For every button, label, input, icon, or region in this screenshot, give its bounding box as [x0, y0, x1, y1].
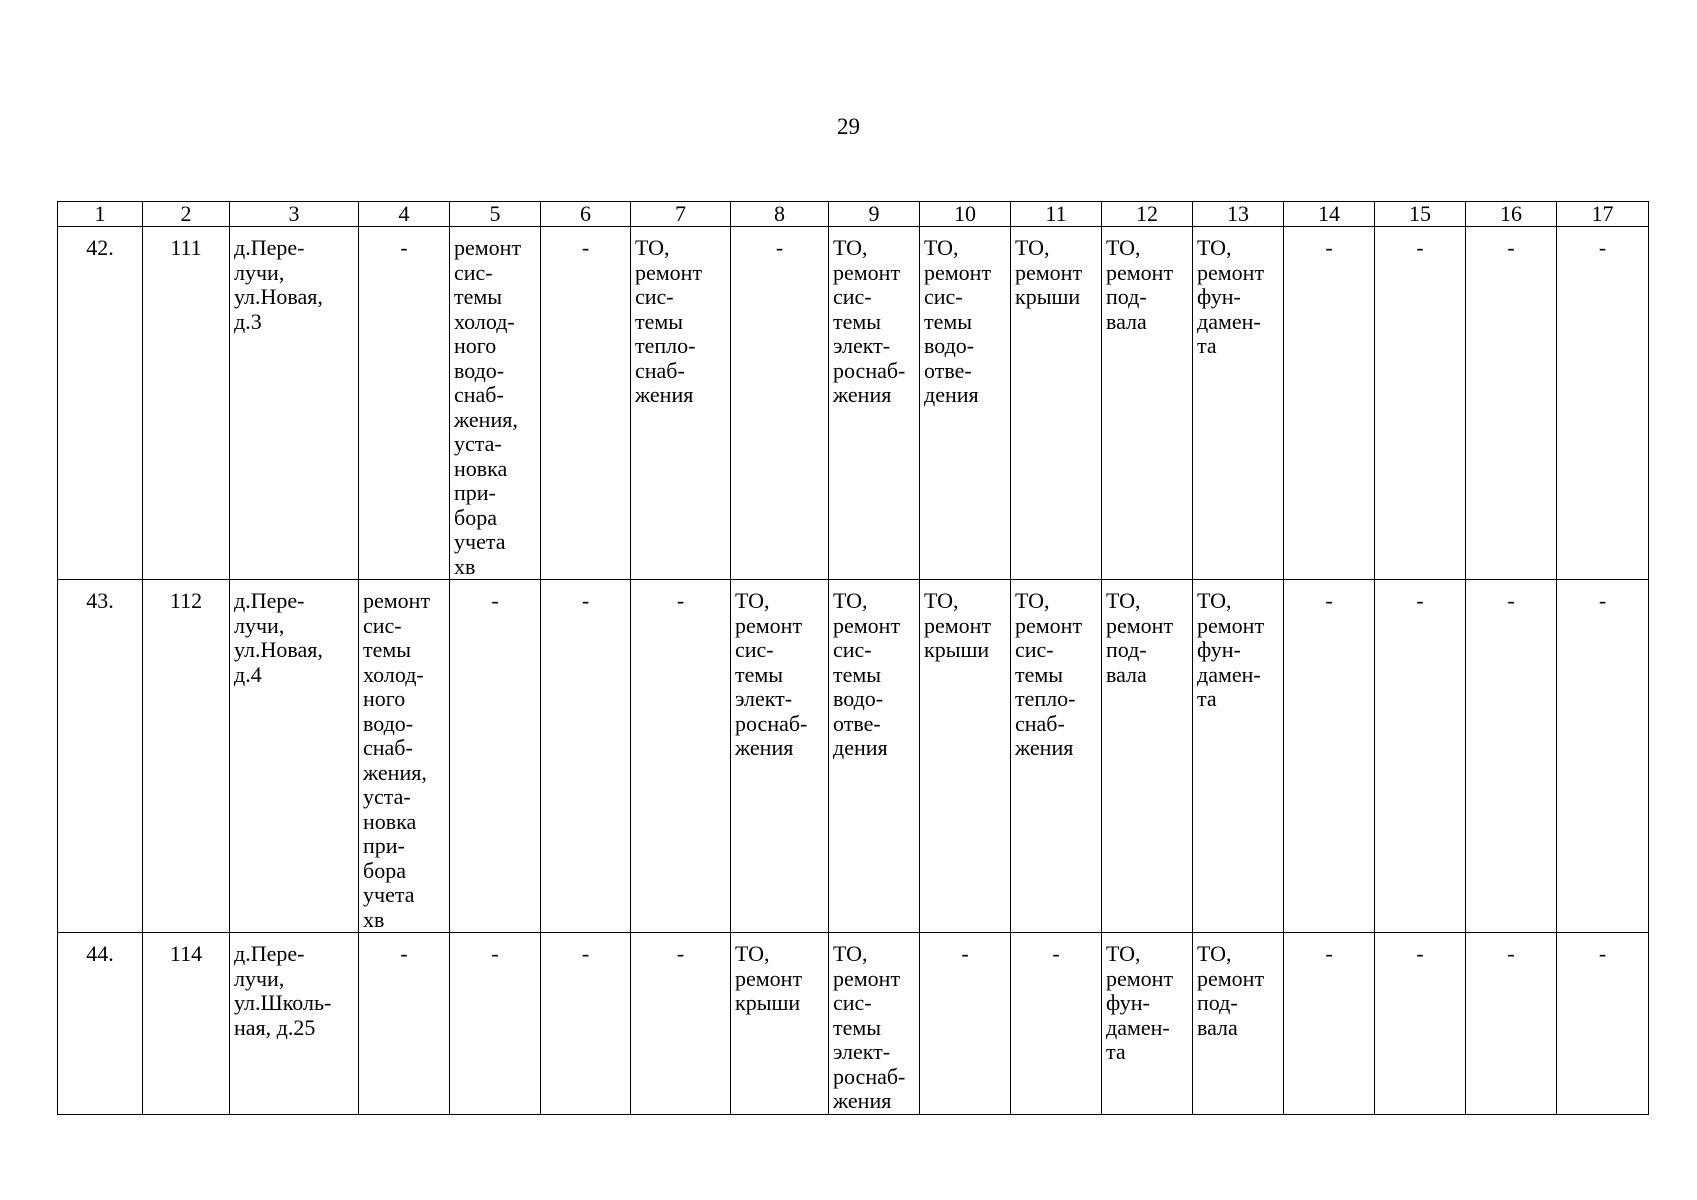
table-cell: ремонт сис- темы холод- ного водо- снаб- жения, уста- новка при- бора учета хв: [450, 227, 541, 580]
table-cell: ТО, ремонт крыши: [920, 580, 1011, 933]
column-number-17: 17: [1557, 202, 1649, 227]
table-cell: ТО, ремонт сис- темы элект- роснаб- жения: [829, 227, 920, 580]
column-number-12: 12: [1102, 202, 1193, 227]
table-cell: -: [631, 580, 731, 933]
table-cell: ТО, ремонт фун- дамен- та: [1193, 580, 1284, 933]
table-cell: -: [1375, 933, 1466, 1115]
column-number-11: 11: [1011, 202, 1102, 227]
table-body: [58, 202, 1649, 1115]
table-row: [58, 580, 1649, 933]
table-cell: д.Пере- лучи, ул.Новая, д.4: [230, 580, 359, 933]
table-cell: 112: [143, 580, 230, 933]
table-cell: -: [1284, 227, 1375, 580]
table-cell: -: [1557, 580, 1649, 933]
table-cell: -: [1557, 933, 1649, 1115]
column-number-14: 14: [1284, 202, 1375, 227]
table-cell: -: [359, 933, 450, 1115]
column-number-9: 9: [829, 202, 920, 227]
table-cell: ТО, ремонт под- вала: [1193, 933, 1284, 1115]
table-cell: -: [541, 933, 631, 1115]
column-number-4: 4: [359, 202, 450, 227]
table-cell: -: [450, 933, 541, 1115]
column-number-3: 3: [230, 202, 359, 227]
table-row: [58, 227, 1649, 580]
page-number: 29: [837, 114, 860, 139]
column-number-6: 6: [541, 202, 631, 227]
table-cell: ТО, ремонт сис- темы тепло- снаб- жения: [1011, 580, 1102, 933]
table-cell: -: [1011, 933, 1102, 1115]
table-cell: -: [1557, 227, 1649, 580]
table-cell: ТО, ремонт сис- темы элект- роснаб- жения: [829, 933, 920, 1115]
table-cell: ремонт сис- темы холод- ного водо- снаб- жения, уста- новка при- бора учета хв: [359, 580, 450, 933]
table-cell: ТО, ремонт сис- темы водо- отве- дения: [829, 580, 920, 933]
table-cell: д.Пере- лучи, ул.Школь- ная, д.25: [230, 933, 359, 1115]
table-cell: -: [1466, 933, 1557, 1115]
table-cell: -: [1466, 227, 1557, 580]
table-cell: ТО, ремонт сис- темы элект- роснаб- жения: [731, 580, 829, 933]
table-cell: ТО, ремонт фун- дамен- та: [1102, 933, 1193, 1115]
column-number-13: 13: [1193, 202, 1284, 227]
table-cell: ТО, ремонт крыши: [1011, 227, 1102, 580]
table-cell: -: [450, 580, 541, 933]
table-cell: ТО, ремонт фун- дамен- та: [1193, 227, 1284, 580]
table-cell: -: [1375, 227, 1466, 580]
table-cell: ТО, ремонт сис- темы тепло- снаб- жения: [631, 227, 731, 580]
table-cell: -: [541, 580, 631, 933]
table-cell: 111: [143, 227, 230, 580]
column-number-1: 1: [58, 202, 143, 227]
column-number-8: 8: [731, 202, 829, 227]
table-cell: ТО, ремонт под- вала: [1102, 580, 1193, 933]
column-number-2: 2: [143, 202, 230, 227]
column-number-15: 15: [1375, 202, 1466, 227]
table-cell: -: [731, 227, 829, 580]
table-cell: 44.: [58, 933, 143, 1115]
column-number-16: 16: [1466, 202, 1557, 227]
repair-schedule-table: [57, 201, 1649, 1115]
table-cell: -: [920, 933, 1011, 1115]
table-row: [58, 933, 1649, 1115]
table-cell: 114: [143, 933, 230, 1115]
table-cell: -: [1466, 580, 1557, 933]
table-cell: д.Пере- лучи, ул.Новая, д.3: [230, 227, 359, 580]
column-number-7: 7: [631, 202, 731, 227]
table-cell: -: [631, 933, 731, 1115]
table-cell: -: [359, 227, 450, 580]
table-cell: ТО, ремонт сис- темы водо- отве- дения: [920, 227, 1011, 580]
table-cell: 43.: [58, 580, 143, 933]
table-cell: 42.: [58, 227, 143, 580]
column-number-row: [58, 202, 1649, 227]
table-cell: -: [541, 227, 631, 580]
table-cell: -: [1375, 580, 1466, 933]
table-cell: -: [1284, 580, 1375, 933]
table-cell: ТО, ремонт крыши: [731, 933, 829, 1115]
table-cell: -: [1284, 933, 1375, 1115]
column-number-10: 10: [920, 202, 1011, 227]
table-cell: ТО, ремонт под- вала: [1102, 227, 1193, 580]
column-number-5: 5: [450, 202, 541, 227]
